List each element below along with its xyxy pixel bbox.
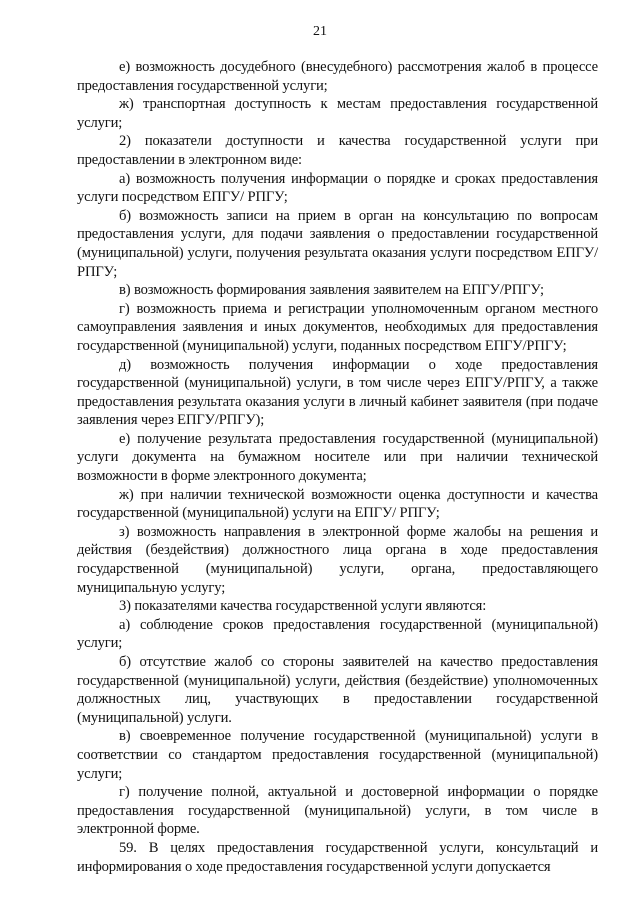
paragraph-electronic-z: з) возможность направления в электронной форме жалобы на решения и действия (бездействия) должностного лица органа в ходе предоставления государственной (муниципальной) услуги, органа, предоставляющего муниципальную услугу; xyxy=(77,523,598,596)
paragraph-electronic-d: д) возможность получения информации о ходе предоставления государственной (муниципальной) услуги, в том числе через ЕПГУ/РПГУ, а также предоставления результата оказания услуги в личный кабинет заявителя (при подаче заявления через ЕПГУ/РПГУ); xyxy=(77,356,598,429)
paragraph-electronic-g: г) возможность приема и регистрации уполномоченным органом местного самоуправления заявления и иных документов, необходимых для предоставления государственной (муниципальной) услуги, поданных посредством ЕПГУ/РПГУ; xyxy=(77,300,598,354)
paragraph-electronic-a: а) возможность получения информации о порядке и сроках предоставления услуги посредством ЕПГУ/ РПГУ; xyxy=(77,170,598,206)
page-number: 21 xyxy=(313,24,327,39)
paragraph-quality-b: б) отсутствие жалоб со стороны заявителей на качество предоставления государственной (муниципальной) услуги, действия (бездействие) уполномоченных должностных лиц, участвующих в предоставлении государственной (муниципальной) услуги. xyxy=(77,654,598,726)
paragraph-quality-indicators: 3) показателями качества государственной услуги являются: xyxy=(119,598,487,615)
paragraph-accessibility-zh: ж) транспортная доступность к местам предоставления государственной услуги; xyxy=(77,96,598,131)
paragraph-electronic-zh: ж) при наличии технической возможности оценка доступности и качества государственной (муниципальной) услуги на ЕПГУ/ РПГУ; xyxy=(77,486,598,522)
paragraph-electronic-indicators: 2) показатели доступности и качества государственной услуги при предоставлении в электронном виде: xyxy=(77,133,598,168)
paragraph-electronic-e: е) получение результата предоставления государственной (муниципальной) услуги документа на бумажном носителе или при наличии технической возможности в форме электронного документа; xyxy=(77,430,598,485)
document-body xyxy=(77,58,598,876)
paragraph-quality-a: а) соблюдение сроков предоставления государственной (муниципальной) услуги; xyxy=(77,616,598,652)
paragraph-quality-v: в) своевременное получение государственной (муниципальной) услуги в соответствии со стандартом предоставления государственной (муниципальной) услуги; xyxy=(77,728,598,782)
paragraph-quality-g: г) получение полной, актуальной и достоверной информации о порядке предоставления государственной (муниципальной) услуги, в том числе в электронной форме. xyxy=(77,784,598,838)
paragraph-electronic-b: б) возможность записи на прием в орган на консультацию по вопросам предоставления услуги, для подачи заявления о предоставлении государственной (муниципальной) услуги, получения результата оказания услуги посредством ЕПГУ/РПГУ; xyxy=(77,207,598,280)
paragraph-clause-59: 59. В целях предоставления государственной услуги, консультаций и информирования о ходе предоставления государственной услуги допускается xyxy=(77,839,598,875)
paragraph-electronic-v: в) возможность формирования заявления заявителем на ЕПГУ/РПГУ; xyxy=(119,282,544,299)
paragraph-accessibility-e: е) возможность досудебного (внесудебного) рассмотрения жалоб в процессе предоставления государственной услуги; xyxy=(77,59,598,94)
